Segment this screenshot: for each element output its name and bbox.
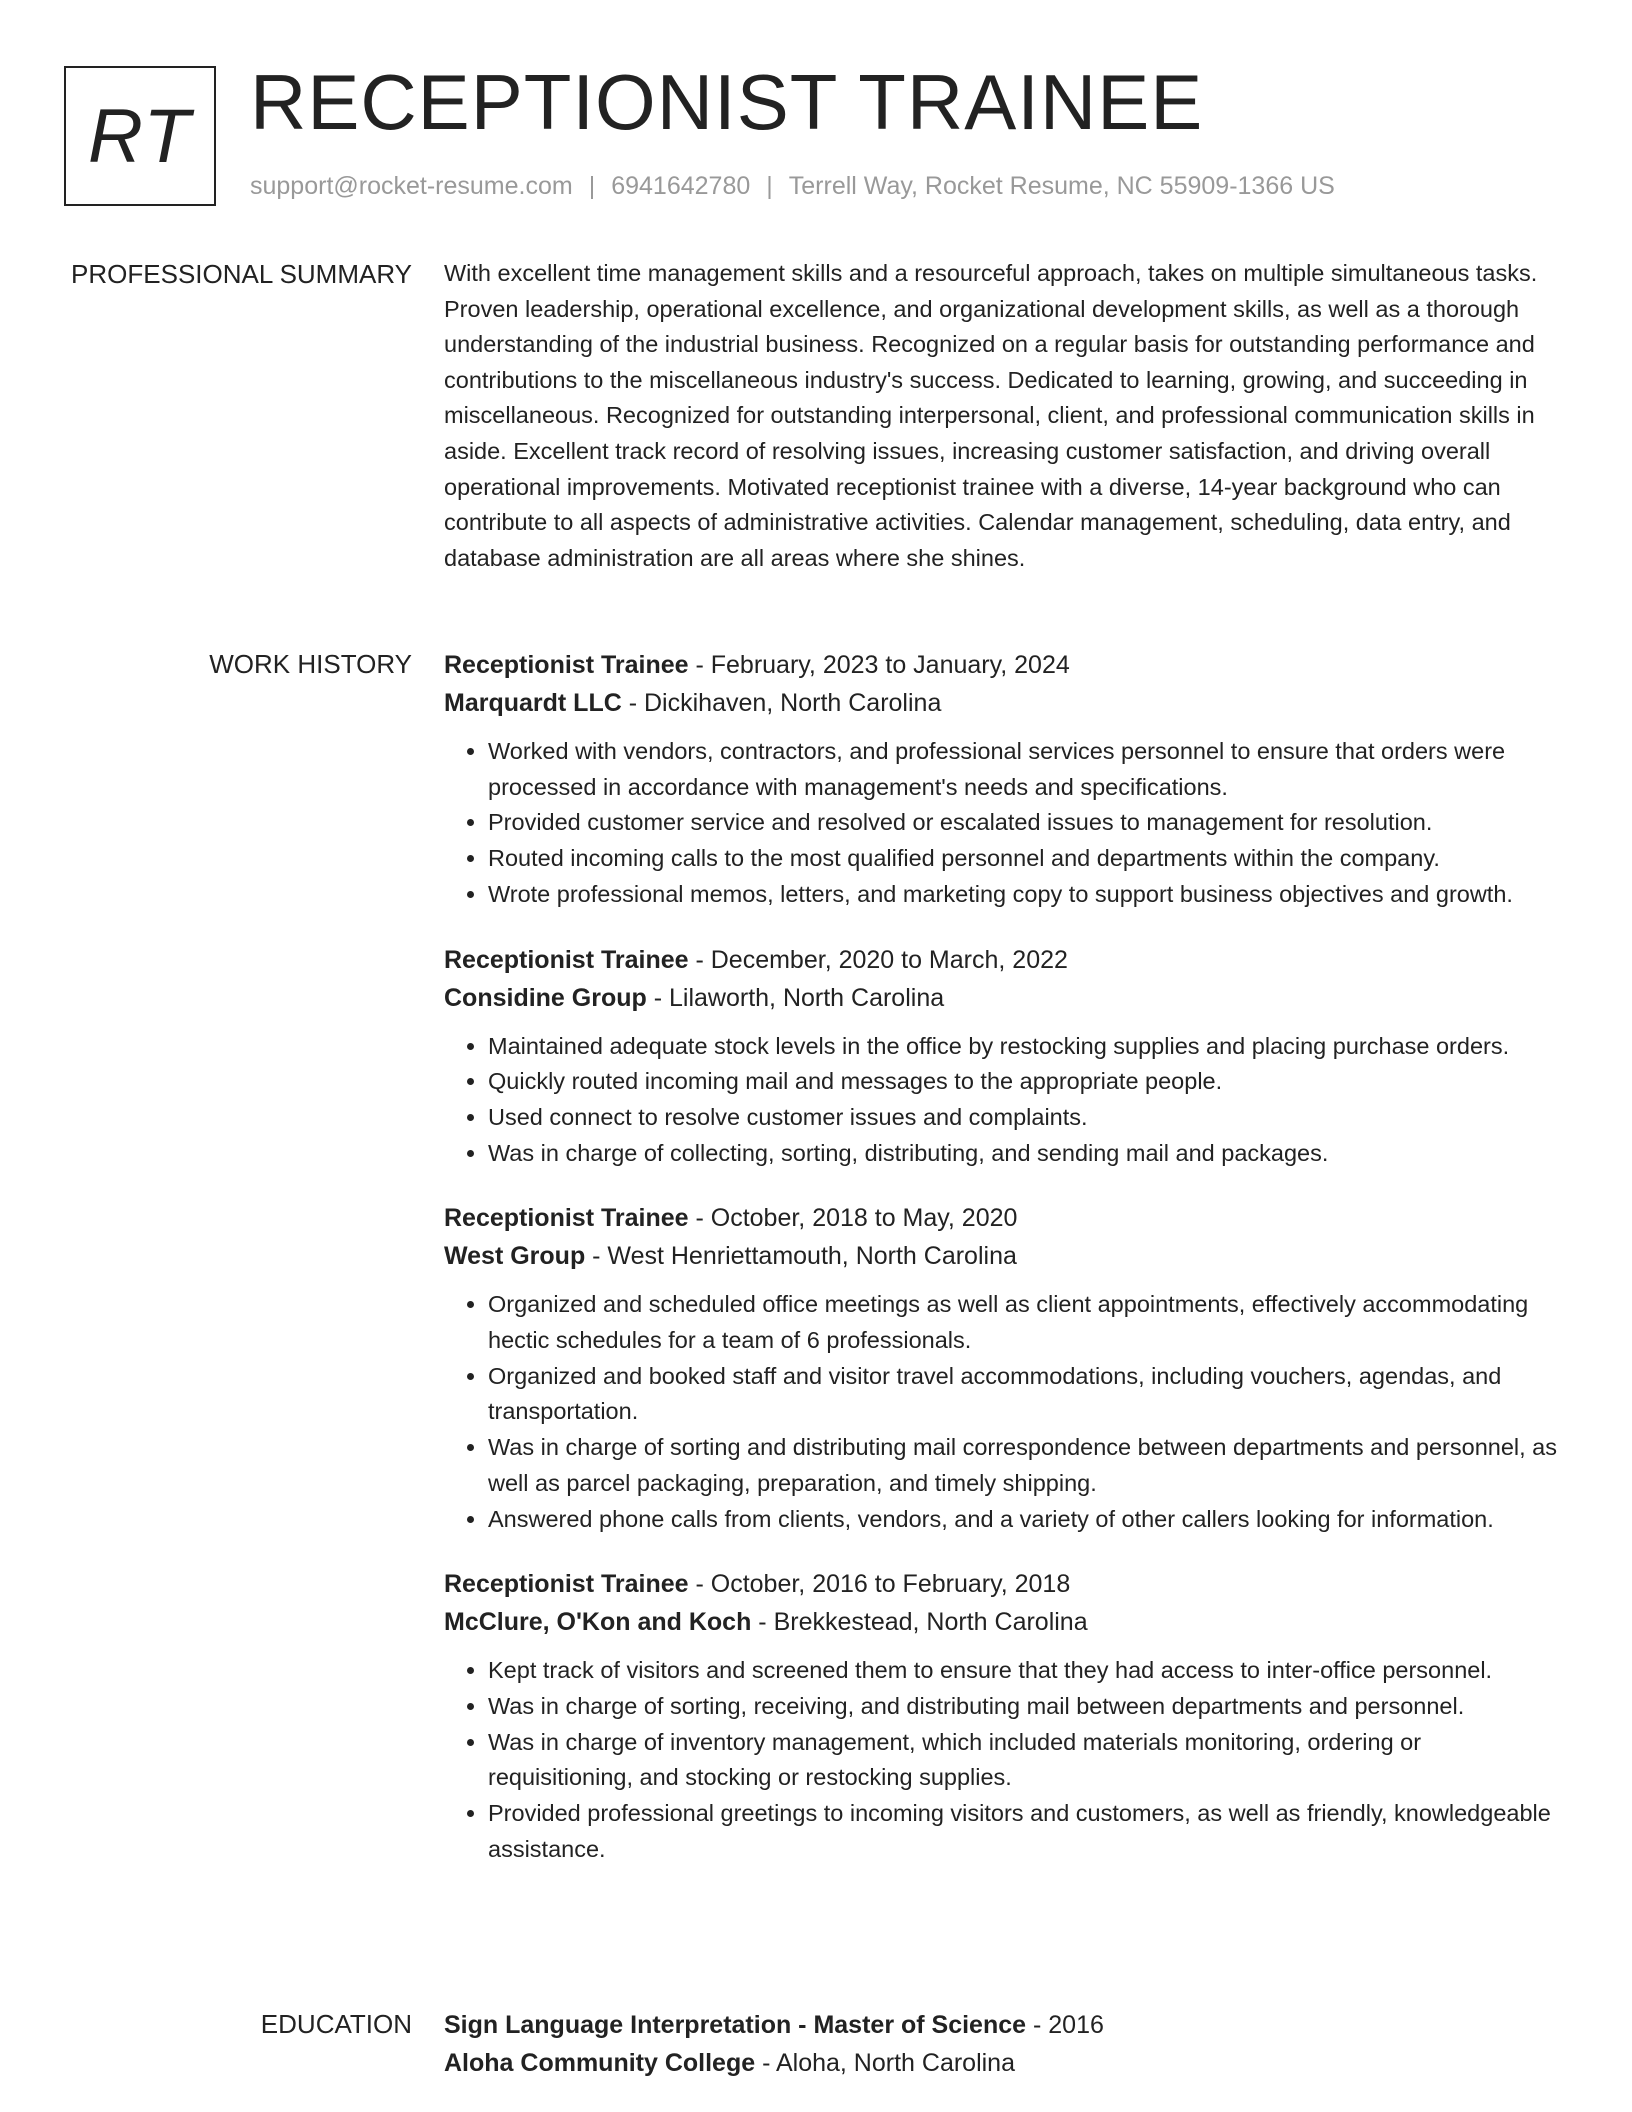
job-location: - West Henriettamouth, North Carolina (585, 1242, 1017, 1271)
job-bullet: • Answered phone calls from clients, vendors, and a variety of other callers looking for information. (488, 1502, 1562, 1538)
job-location: - Dickihaven, North Carolina (621, 689, 942, 717)
job-title: Receptionist Trainee (444, 1204, 689, 1233)
job-bullet: • Routed incoming calls to the most qualified personnel and departments within the company. (488, 841, 1562, 877)
job-location: - Lilaworth, North Carolina (646, 983, 945, 1012)
section-label-education: EDUCATION (260, 2009, 412, 2039)
job-bullet: • Organized and scheduled office meetings as well as client appointments, effectively accommodating hectic schedules for a team of 6 professionals. (488, 1287, 1562, 1358)
education-location: - Aloha, North Carolina (755, 2049, 1015, 2077)
job-bullets (444, 1287, 1562, 1537)
job-bullet: • Provided customer service and resolved or escalated issues to management for resolution. (488, 805, 1562, 841)
education-school: Aloha Community College (444, 2049, 756, 2077)
job-dates: - February, 2023 to January, 2024 (688, 651, 1070, 679)
education-body (444, 2006, 1562, 2082)
job-title: Receptionist Trainee (444, 1570, 689, 1599)
job-bullet: • Wrote professional memos, letters, and marketing copy to support business objectives and growth. (488, 877, 1562, 913)
resume-name: RECEPTIONIST TRAINEE (250, 58, 1204, 146)
job-title-line (444, 646, 1562, 684)
job-bullet: • Worked with vendors, contractors, and professional services personnel to ensure that orders were processed in accordance with management's needs and specifications. (488, 734, 1562, 805)
job-title: Receptionist Trainee (444, 945, 689, 974)
work-history-body (444, 646, 1562, 1867)
job-company: West Group (444, 1242, 586, 1271)
contact-separator: | (588, 172, 596, 200)
monogram-logo: RT (64, 66, 216, 206)
job-company-line (444, 1603, 1562, 1641)
job-bullet: • Was in charge of collecting, sorting, distributing, and sending mail and packages. (488, 1136, 1562, 1172)
job-dates: - October, 2016 to February, 2018 (688, 1570, 1071, 1599)
job-dates: - December, 2020 to March, 2022 (688, 945, 1068, 974)
job-bullet: • Maintained adequate stock levels in the office by restocking supplies and placing purchase orders. (488, 1029, 1562, 1065)
job-dates: - October, 2018 to May, 2020 (688, 1204, 1018, 1233)
job-bullets (444, 734, 1562, 913)
education-school-line (444, 2044, 1562, 2082)
job-title-line (444, 941, 1562, 979)
job-bullet: • Was in charge of sorting and distributing mail correspondence between departments and personnel, as well as parcel packaging, preparation, and timely shipping. (488, 1430, 1562, 1501)
job-company-line (444, 1237, 1562, 1275)
section-label-work-history: WORK HISTORY (209, 649, 412, 679)
contact-address: Terrell Way, Rocket Resume, NC 55909-1366 US (788, 172, 1335, 200)
job-entry (444, 1199, 1562, 1537)
job-bullet: • Was in charge of sorting, receiving, and distributing mail between departments and personnel. (488, 1689, 1562, 1725)
job-entry (444, 941, 1562, 1172)
education-degree-line (444, 2006, 1562, 2044)
job-bullet: • Quickly routed incoming mail and messages to the appropriate people. (488, 1064, 1562, 1100)
job-entry (444, 1565, 1562, 1867)
contact-line (250, 172, 1335, 201)
education-degree: Sign Language Interpretation - Master of Science (444, 2011, 1027, 2039)
job-company-line (444, 684, 1562, 722)
section-label-summary: PROFESSIONAL SUMMARY (71, 259, 412, 289)
summary-body (444, 256, 1562, 576)
contact-separator: | (766, 172, 773, 200)
job-title-line (444, 1199, 1562, 1237)
job-location: - Brekkestead, North Carolina (751, 1608, 1088, 1637)
job-bullet: • Was in charge of inventory management, which included materials monitoring, ordering or requisitioning, and stocking or restocking supplies. (488, 1725, 1562, 1796)
education-year: - 2016 (1026, 2011, 1104, 2039)
job-bullet: • Kept track of visitors and screened them to ensure that they had access to inter-office personnel. (488, 1653, 1562, 1689)
job-company: McClure, O'Kon and Koch (444, 1608, 752, 1637)
job-title: Receptionist Trainee (444, 651, 689, 679)
job-company-line (444, 979, 1562, 1017)
contact-email: support@rocket-resume.com (250, 172, 573, 200)
job-bullet: • Provided professional greetings to incoming visitors and customers, as well as friendly, knowledgeable assistance. (488, 1796, 1562, 1867)
job-company: Considine Group (444, 983, 647, 1012)
job-entry (444, 646, 1562, 913)
job-title-line (444, 1565, 1562, 1603)
job-bullets (444, 1653, 1562, 1867)
job-company: Marquardt LLC (444, 689, 622, 717)
contact-phone: 6941642780 (611, 172, 751, 200)
job-bullet: • Used connect to resolve customer issues and complaints. (488, 1100, 1562, 1136)
job-bullet: • Organized and booked staff and visitor travel accommodations, including vouchers, agendas, and transportation. (488, 1359, 1562, 1430)
summary-text: With excellent time management skills and a resourceful approach, takes on multiple simultaneous tasks. Proven leadership, operational excellence, and organizational development skills, as well as a thorough understanding of the industrial business. Recognized on a regular basis for outstanding performance and contributions to the miscellaneous industry's success. Dedicated to learning, growing, and succeeding in miscellaneous. Recognized for outstanding interpersonal, client, and professional communication skills in aside. Excellent track record of resolving issues, increasing customer satisfaction, and driving overall operational improvements. Motivated receptionist trainee with a diverse, 14-year background who can contribute to all aspects of administrative activities. Calendar management, scheduling, data entry, and database administration are all areas where she shines. (444, 260, 1538, 571)
job-bullets (444, 1029, 1562, 1172)
